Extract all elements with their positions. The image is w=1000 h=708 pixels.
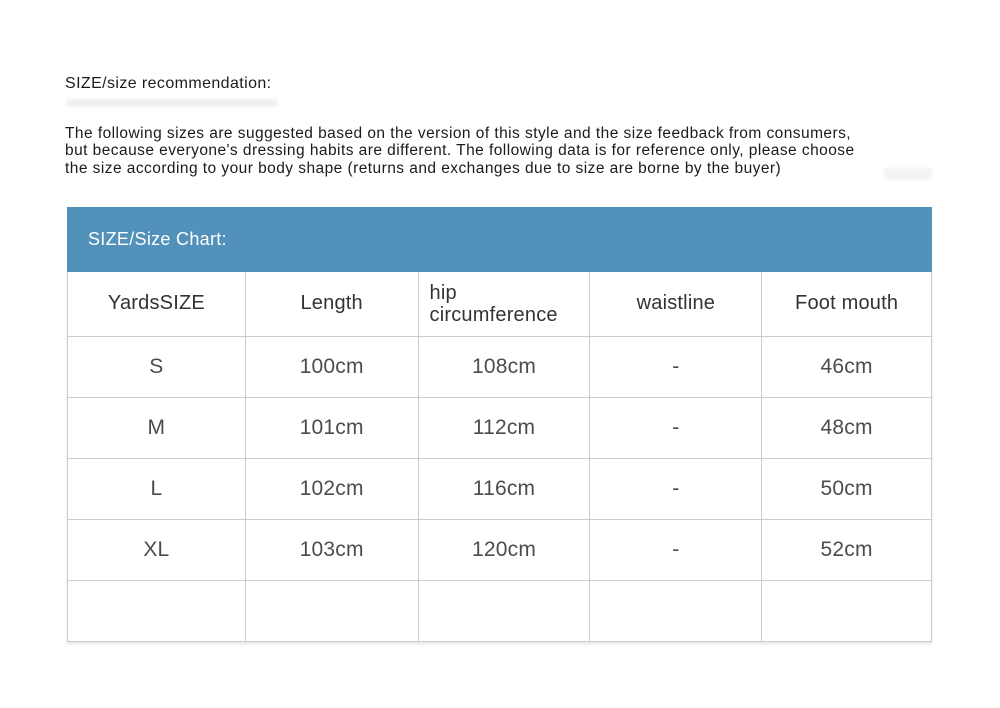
table-cell: 116cm bbox=[418, 458, 590, 519]
table-cell: XL bbox=[68, 519, 246, 580]
table-cell bbox=[68, 580, 246, 641]
table-cell: 52cm bbox=[762, 519, 932, 580]
size-chart-body bbox=[68, 336, 932, 641]
table-cell: - bbox=[590, 336, 762, 397]
table-cell: 102cm bbox=[245, 458, 418, 519]
column-header-length: Length bbox=[245, 272, 418, 336]
column-header-waistline: waistline bbox=[590, 272, 762, 336]
table-cell: - bbox=[590, 397, 762, 458]
table-cell bbox=[418, 580, 590, 641]
table-row bbox=[68, 397, 932, 458]
page-title: SIZE/size recommendation: bbox=[65, 75, 272, 92]
table-cell: 108cm bbox=[418, 336, 590, 397]
table-cell: 100cm bbox=[245, 336, 418, 397]
translation-ghost-artifact bbox=[884, 168, 932, 180]
column-header-size: YardsSIZE bbox=[68, 272, 246, 336]
table-cell: 46cm bbox=[762, 336, 932, 397]
size-chart-title-bar bbox=[67, 207, 932, 272]
description-line: the size according to your body shape (returns and exchanges due to size are borne by the buyer) bbox=[65, 159, 782, 177]
table-cell: 48cm bbox=[762, 397, 932, 458]
table-cell: 120cm bbox=[418, 519, 590, 580]
description-line: The following sizes are suggested based on the version of this style and the size feedback from consumers, bbox=[65, 125, 852, 142]
table-cell: S bbox=[68, 336, 246, 397]
size-description bbox=[65, 125, 855, 177]
table-cell: 101cm bbox=[245, 397, 418, 458]
description-line: but because everyone's dressing habits are different. The following data is for reference only, please choose bbox=[65, 142, 855, 160]
size-chart-table bbox=[67, 272, 932, 642]
table-row bbox=[68, 519, 932, 580]
table-cell bbox=[762, 580, 932, 641]
table-cell: L bbox=[68, 458, 246, 519]
table-row bbox=[68, 458, 932, 519]
table-cell: 50cm bbox=[762, 458, 932, 519]
table-cell: - bbox=[590, 519, 762, 580]
table-cell: 112cm bbox=[418, 397, 590, 458]
column-header-foot-mouth: Foot mouth bbox=[762, 272, 932, 336]
translation-ghost-artifact bbox=[67, 99, 277, 107]
table-cell: 103cm bbox=[245, 519, 418, 580]
table-row bbox=[68, 336, 932, 397]
table-cell: - bbox=[590, 458, 762, 519]
column-header-hip: hip circumference bbox=[418, 272, 590, 336]
table-header-row bbox=[68, 272, 932, 336]
table-cell bbox=[245, 580, 418, 641]
table-cell bbox=[590, 580, 762, 641]
table-cell: M bbox=[68, 397, 246, 458]
size-chart-title: SIZE/Size Chart: bbox=[88, 229, 227, 249]
table-row bbox=[68, 580, 932, 641]
